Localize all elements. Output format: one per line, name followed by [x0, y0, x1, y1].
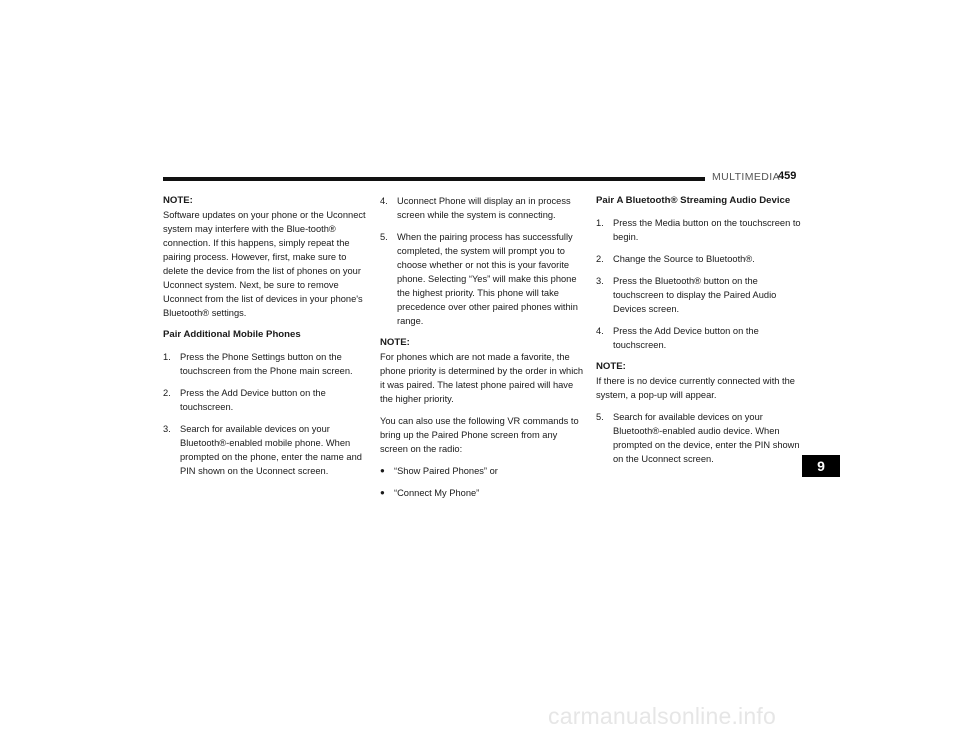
header-rule	[163, 177, 705, 181]
list-item	[596, 252, 802, 266]
column-1	[163, 194, 369, 486]
step-text: Change the Source to Bluetooth®.	[613, 254, 755, 264]
bullet-item	[380, 486, 586, 500]
step-text: Press the Bluetooth® button on the touchscreen to display the Paired Audio Devices screen.	[613, 276, 777, 314]
paragraph: You can also use the following VR commands to bring up the Paired Phone screen from any screen on the radio:	[380, 416, 579, 454]
note-text: For phones which are not made a favorite, the phone priority is determined by the order in which it was paired. The latest phone paired will have the higher priority.	[380, 352, 584, 404]
list-item	[163, 386, 369, 414]
step-text: Uconnect Phone will display an in process screen while the system is connecting.	[397, 196, 571, 220]
step-text: Press the Media button on the touchscreen to begin.	[613, 218, 801, 242]
step-number: 5.	[380, 232, 388, 242]
list-item	[380, 194, 586, 222]
list-item	[596, 274, 802, 316]
section-heading: Pair A Bluetooth® Streaming Audio Device	[596, 195, 791, 206]
step-text: Search for available devices on your Bluetooth®-enabled mobile phone. When prompted on the phone, enter the name and PIN shown on the Uconnect screen.	[180, 424, 362, 476]
note-block	[380, 336, 586, 406]
section-heading: Pair Additional Mobile Phones	[163, 329, 301, 340]
list-item	[596, 324, 802, 352]
bullet-text: “Show Paired Phones” or	[394, 466, 498, 476]
step-text: When the pairing process has successfully completed, the system will prompt you to choose whether or not this is your favorite phone. Selecting “Yes” will make this phone the highest priority. This phone will take precedence over other paired phones within range.	[397, 232, 578, 326]
step-number: 3.	[163, 424, 171, 434]
page-number: 459	[778, 170, 797, 182]
step-number: 2.	[596, 254, 604, 264]
step-text: Search for available devices on your Bluetooth®-enabled audio device. When prompted on the device, enter the PIN shown on the Uconnect screen.	[613, 412, 800, 464]
note-label: NOTE:	[163, 195, 193, 206]
bullet-icon: ●	[380, 466, 385, 475]
step-number: 4.	[380, 196, 388, 206]
step-number: 3.	[596, 276, 604, 286]
note-text: Software updates on your phone or the Uconnect system may interfere with the Blue-tooth® connection. If this happens, simply repeat the pairing process. However, first, make sure to delete the device from the list of phones on your Uconnect system. Next, be sure to remove Uconnect from the list of devices in your phone's Bluetooth® settings.	[163, 210, 366, 318]
step-number: 5.	[596, 412, 604, 422]
note-label: NOTE:	[380, 337, 410, 348]
step-text: Press the Add Device button on the touchscreen.	[180, 388, 326, 412]
bullet-icon: ●	[380, 488, 385, 497]
step-number: 1.	[163, 352, 171, 362]
section-title: MULTIMEDIA	[712, 171, 780, 183]
step-number: 1.	[596, 218, 604, 228]
note-block	[163, 194, 369, 320]
step-number: 4.	[596, 326, 604, 336]
bullet-item	[380, 464, 586, 478]
bullet-text: “Connect My Phone”	[394, 488, 480, 498]
list-item	[380, 230, 586, 328]
step-text: Press the Add Device button on the touchscreen.	[613, 326, 759, 350]
chapter-tab: 9	[802, 455, 840, 477]
list-item	[163, 350, 369, 378]
column-2	[380, 194, 586, 508]
list-item	[596, 216, 802, 244]
note-text: If there is no device currently connected with the system, a pop-up will appear.	[596, 376, 795, 400]
note-label: NOTE:	[596, 361, 626, 372]
note-block	[596, 360, 802, 402]
step-number: 2.	[163, 388, 171, 398]
column-3	[596, 194, 802, 474]
list-item	[596, 410, 802, 466]
step-text: Press the Phone Settings button on the touchscreen from the Phone main screen.	[180, 352, 353, 376]
watermark-text: carmanualsonline.info	[548, 703, 776, 729]
list-item	[163, 422, 369, 478]
